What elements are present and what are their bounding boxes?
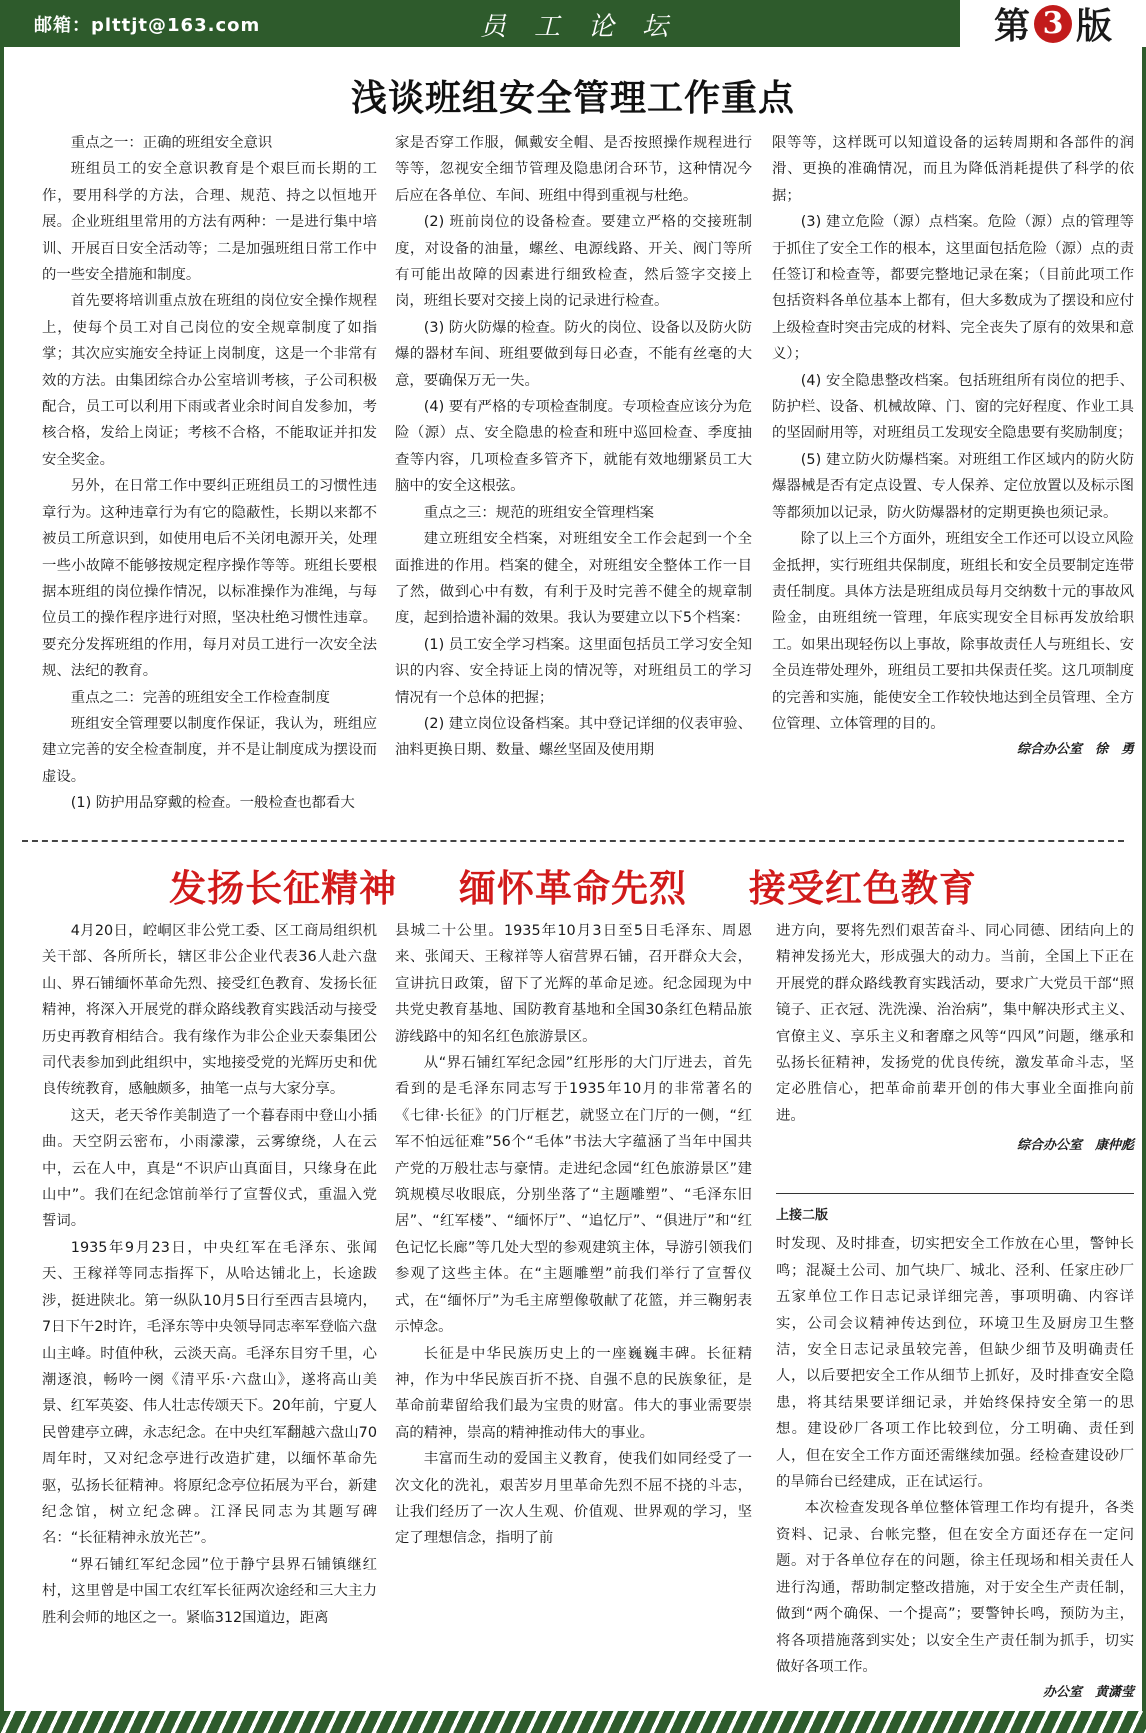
article2-column-3 xyxy=(776,918,1134,1160)
article1-column-3 xyxy=(772,130,1134,764)
article2-column-1 xyxy=(42,918,377,1631)
article2-col2-para: 长征是中华民族历史上的一座巍巍丰碑。长征精神，作为中华民族百折不挠、自强不息的民族象征，是革命前辈留给我们最为宝贵的财富。伟大的事业需要崇高的精神，崇高的精神推动伟大的事业。 xyxy=(395,1345,752,1441)
article1-signature: 综合办公室 徐 勇 xyxy=(1016,742,1134,758)
article2-col3-para: 进方向，要将先烈们艰苦奋斗、同心同德、团结向上的精神发扬光大，形成强大的动力。当前，全国上下正在开展党的群众路线教育实践活动，要求广大党员干部“照镜子、正衣冠、洗洗澡、治治病”，集中解决形式主义、官僚主义、享乐主义和奢靡之风等“四风”问题，继承和弘扬长征精神，发扬党的优良传统，激发革命斗志，坚定必胜信心，把革命前辈开创的伟大事业全面推向前进。 xyxy=(776,923,1134,1124)
article-divider xyxy=(22,840,1124,842)
article1-column-1 xyxy=(42,130,377,817)
article1-col3-para: 限等等，这样既可以知道设备的运转周期和各部件的润滑、更换的准确情况，而且为降低消耗提供了科学的依据； xyxy=(772,135,1134,204)
article1-col2-para: 建立班组安全档案，对班组安全工作会起到一个全面推进的作用。档案的健全，对班组安全整体工作一目了然，做到心中有数，有利于及时完善不健全的规章制度，起到拾遗补漏的效果。我认为要建立以下5个档案： xyxy=(395,531,752,627)
continued-para: 时发现、及时排查，切实把安全工作放在心里，警钟长鸣；混凝土公司、加气块厂、城北、泾利、任家庄砂厂五家单位工作日志记录详细完善，事项明确、内容详实，公司会议精神传达到位，环境卫生及厨房卫生整洁，安全日志记录虽较完善，但缺少细节及明确责任人，以后要把安全工作从细节上抓好，及时排查安全隐患，将其结果要详细记录，并始终保持安全第一的思想。建设砂厂各项工作比较到位，分工明确、责任到人，但在安全工作方面还需继续加强。经检查建设砂厂的旱筛台已经建成，正在试运行。 xyxy=(776,1236,1134,1491)
article1-col2-para: (2) 建立岗位设备档案。其中登记详细的仪表审验、油料更换日期、数量、螺丝坚固及使用期 xyxy=(395,715,752,759)
article1-col1-para: 班组安全管理要以制度作保证，我认为，班组应建立完善的安全检查制度，并不是让制度成为摆设而虚设。 xyxy=(42,715,377,785)
masthead-email: 邮箱：plttjt@163.com xyxy=(34,15,261,36)
article1-title: 浅谈班组安全管理工作重点 xyxy=(350,77,795,119)
article1-col3-para: (4) 安全隐患整改档案。包括班组所有岗位的把手、防护栏、设备、机械故障、门、窗的完好程度、作业工具的坚固耐用等，对班组员工发现安全隐患要有奖励制度； xyxy=(772,372,1134,442)
article1-col1-para: 班组员工的安全意识教育是个艰巨而长期的工作，要用科学的方法，合理、规范、持之以恒地开展。企业班组里常用的方法有两种：一是进行集中培训、开展百日安全活动等；二是加强班组日常工作中的一些安全措施和制度。 xyxy=(42,161,377,284)
article2-signature: 综合办公室 康仲彪 xyxy=(1016,1138,1134,1154)
article2-title-part: 接受红色教育 xyxy=(748,866,977,910)
publication-name: 员工论坛 xyxy=(480,12,697,42)
continued-signature: 办公室 黄潇莹 xyxy=(1042,1685,1134,1701)
article2-col2-para: 县城二十公里。1935年10月3日至5日毛泽东、周恩来、张闻天、王稼祥等人宿营界石铺，召开群众大会，宣讲抗日政策，留下了光辉的革命足迹。纪念园现为中共党史教育基地、国防教育基地和全国30条红色精品旅游线路中的知名红色旅游景区。 xyxy=(395,923,752,1045)
edition-label xyxy=(960,0,1146,47)
article2-title-part: 发扬长征精神 xyxy=(169,866,398,910)
article1-col2-para: (2) 班前岗位的设备检查。要建立严格的交接班制度，对设备的油量，螺丝、电源线路、开关、阀门等所有可能出故障的因素进行细致检查，然后签字交接上岗，班组长要对交接上岗的记录进行检查。 xyxy=(395,214,752,310)
article1-col2-para: (4) 要有严格的专项检查制度。专项检查应该分为危险（源）点、安全隐患的检查和班中巡回检查、季度抽查等内容，几项检查多管齐下，就能有效地绷紧员工大脑中的安全这根弦。 xyxy=(395,399,752,495)
article1-col2-para: 重点之三：规范的班组安全管理档案 xyxy=(423,504,655,521)
article2-title-part: 缅怀革命先烈 xyxy=(459,866,687,910)
continued-box-rule xyxy=(776,1193,1134,1194)
article2-column-2 xyxy=(395,918,752,1552)
article1-col2-para: (1) 员工安全学习档案。这里面包括员工学习安全知识的内容、安全持证上岗的情况等，对班组员工的学习情况有一个总体的把握； xyxy=(395,636,752,706)
edition-number-badge: 3 xyxy=(1034,5,1072,43)
article1-col3-para: (3) 建立危险（源）点档案。危险（源）点的管理等于抓住了安全工作的根本，这里面包括危险（源）点的责任签订和检查等，都要完整地记录在案；（目前此项工作包括资料各单位基本上都有，但大多数成为了摆设和应付上级检查时突击完成的材料、完全丧失了原有的效果和意义）； xyxy=(772,214,1134,363)
masthead xyxy=(0,0,1146,47)
continued-para: 本次检查发现各单位整体管理工作均有提升，各类资料、记录、台帐完整，但在安全方面还存在一定问题。对于各单位存在的问题，徐主任现场和相关责任人进行沟通，帮助制定整改措施，对于安全生产责任制，做到“两个确保、一个提高”；要警钟长鸣，预防为主，将各项措施落到实处；以安全生产责任制为抓手，切实做好各项工作。 xyxy=(776,1500,1134,1675)
continued-label: 上接二版 xyxy=(776,1208,829,1223)
article1-col2-para: (3) 防火防爆的检查。防火的岗位、设备以及防火防爆的器材车间、班组要做到每日必查，不能有丝毫的大意，要确保万无一失。 xyxy=(395,319,752,389)
footer-band xyxy=(0,1711,1146,1733)
continued-column xyxy=(776,1203,1134,1707)
article2-col1-para: “界石铺红军纪念园”位于静宁县界石铺镇继红村，这里曾是中国工农红军长征两次途经和三大主力胜利会师的地区之一。紧临312国道边，距离 xyxy=(42,1556,377,1626)
article2-col2-para: 丰富而生动的爱国主义教育，使我们如同经受了一次文化的洗礼，艰苦岁月里革命先烈不屈不挠的斗志，让我们经历了一次人生观、价值观、世界观的学习，坚定了理想信念，指明了前 xyxy=(395,1451,752,1547)
article2-col1-para: 1935年9月23日，中央红军在毛泽东、张闻天、王稼祥等同志指挥下，从哈达铺北上，长途跋涉，挺进陕北。第一纵队10月5日行至西吉县境内，7日下午2时许，毛泽东等中央领导同志率军登临六盘山主峰。时值仲秋，云淡天高。毛泽东目穷千里，心潮逐浪，畅吟一阕《清平乐·六盘山》，遂将高山美景、红军英姿、伟人壮志传颂天下。20年前，宁夏人民曾建亭立碑，永志纪念。在中央红军翻越六盘山70周年时，又对纪念亭进行改造扩建，以缅怀革命先驱，弘扬长征精神。将原纪念亭位拓展为平台，新建纪念馆，树立纪念碑。江泽民同志为其题写碑名：“长征精神永放光芒”。 xyxy=(42,1239,377,1547)
article1-col3-para: (5) 建立防火防爆档案。对班组工作区域内的防火防爆器械是否有定点设置、专人保养、定位放置以及标示图等都须加以记录，防火防爆器材的定期更换也须记录。 xyxy=(772,451,1134,521)
article2-title xyxy=(0,858,1146,912)
article2-col1-para: 这天，老天爷作美制造了一个暮春雨中登山小插曲。天空阴云密布，小雨濛濛，云雾缭绕，人在云中，云在人中，真是“不识庐山真面目，只缘身在此山中”。我们在纪念馆前举行了宣誓仪式，重温入党誓词。 xyxy=(42,1107,377,1230)
article1-col1-para: 首先要将培训重点放在班组的岗位安全操作规程上，使每个员工对自己岗位的安全规章制度了如指掌；其次应实施安全持证上岗制度，这是一个非常有效的方法。由集团综合办公室培训考核，子公司积极配合，员工可以利用下雨或者业余时间自发参加，考核合格，发给上岗证；考核不合格，不能取证并扣发安全奖金。 xyxy=(42,293,377,468)
article1-col1-para: (1) 防护用品穿戴的检查。一般检查也都看大 xyxy=(70,795,355,812)
article1-column-2 xyxy=(395,130,752,764)
edition-prefix: 第 xyxy=(993,5,1030,47)
article1-col1-para: 重点之一：正确的班组安全意识 xyxy=(70,135,273,151)
article1-col1-para: 重点之二：完善的班组安全工作检查制度 xyxy=(70,689,330,706)
article1-col2-para: 家是否穿工作服，佩戴安全帽、是否按照操作规程进行等等，忽视安全细节管理及隐患闭合环节，这种情况今后应在各单位、车间、班组中得到重视与杜绝。 xyxy=(395,135,752,204)
article2-col1-para: 4月20日，崆峒区非公党工委、区工商局组织机关干部、各所所长，辖区非公企业代表36人赴六盘山、界石铺缅怀革命先烈、接受红色教育、发扬长征精神，将深入开展党的群众路线教育实践活动与接受历史再教育相结合。我有缘作为非公企业天泰集团公司代表参加到此组织中，实地接受党的光辉历史和优良传统教育，感触颇多，抽笔一点与大家分享。 xyxy=(42,923,377,1098)
article1-col1-para: 另外，在日常工作中要纠正班组员工的习惯性违章行为。这种违章行为有它的隐蔽性，长期以来都不被员工所意识到，如使用电后不关闭电源开关，处理一些小故障不能够按规定程序操作等等。班组长要根据本班组的岗位操作情况，以标准操作为准绳，与每位员工的操作程序进行对照，坚决杜绝习惯性违章。要充分发挥班组的作用，每月对员工进行一次安全法规、法纪的教育。 xyxy=(42,478,377,680)
article2-col2-para: 从“界石铺红军纪念园”红彤彤的大门厅进去，首先看到的是毛泽东同志写于1935年10月的非常著名的《七律·长征》的门厅框艺，就竖立在门厅的一侧，“红军不怕远征难”56个“毛体”书法大字蕴涵了当年中国共产党的万般壮志与豪情。走进纪念园“红色旅游景区”建筑规模尽收眼底，分别坐落了“主题雕塑”、“毛泽东旧居”、“红军楼”、“缅怀厅”、“追忆厅”、“俱进厅”和“红色记忆长廊”等几处大型的参观建筑主体，导游引领我们参观了这些主体。在“主题雕塑”前我们举行了宣誓仪式，在“缅怀厅”为毛主席塑像敬献了花篮，并三鞠躬表示悼念。 xyxy=(395,1055,752,1336)
edition-suffix: 版 xyxy=(1076,5,1113,47)
article1-col3-para: 除了以上三个方面外，班组安全工作还可以设立风险金抵押，实行班组共保制度，班组长和安全员要制定连带责任制度。具体方法是班组成员每月交纳数十元的事故风险金，由班组统一管理，年底实现安全目标再发放给职工。如果出现轻伤以上事故，除事故责任人与班组长、安全员连带处理外，班组员工要扣共保责任奖。这几项制度的完善和实施，能使安全工作较快地达到全员管理、全方位管理、立体管理的目的。 xyxy=(772,531,1134,732)
